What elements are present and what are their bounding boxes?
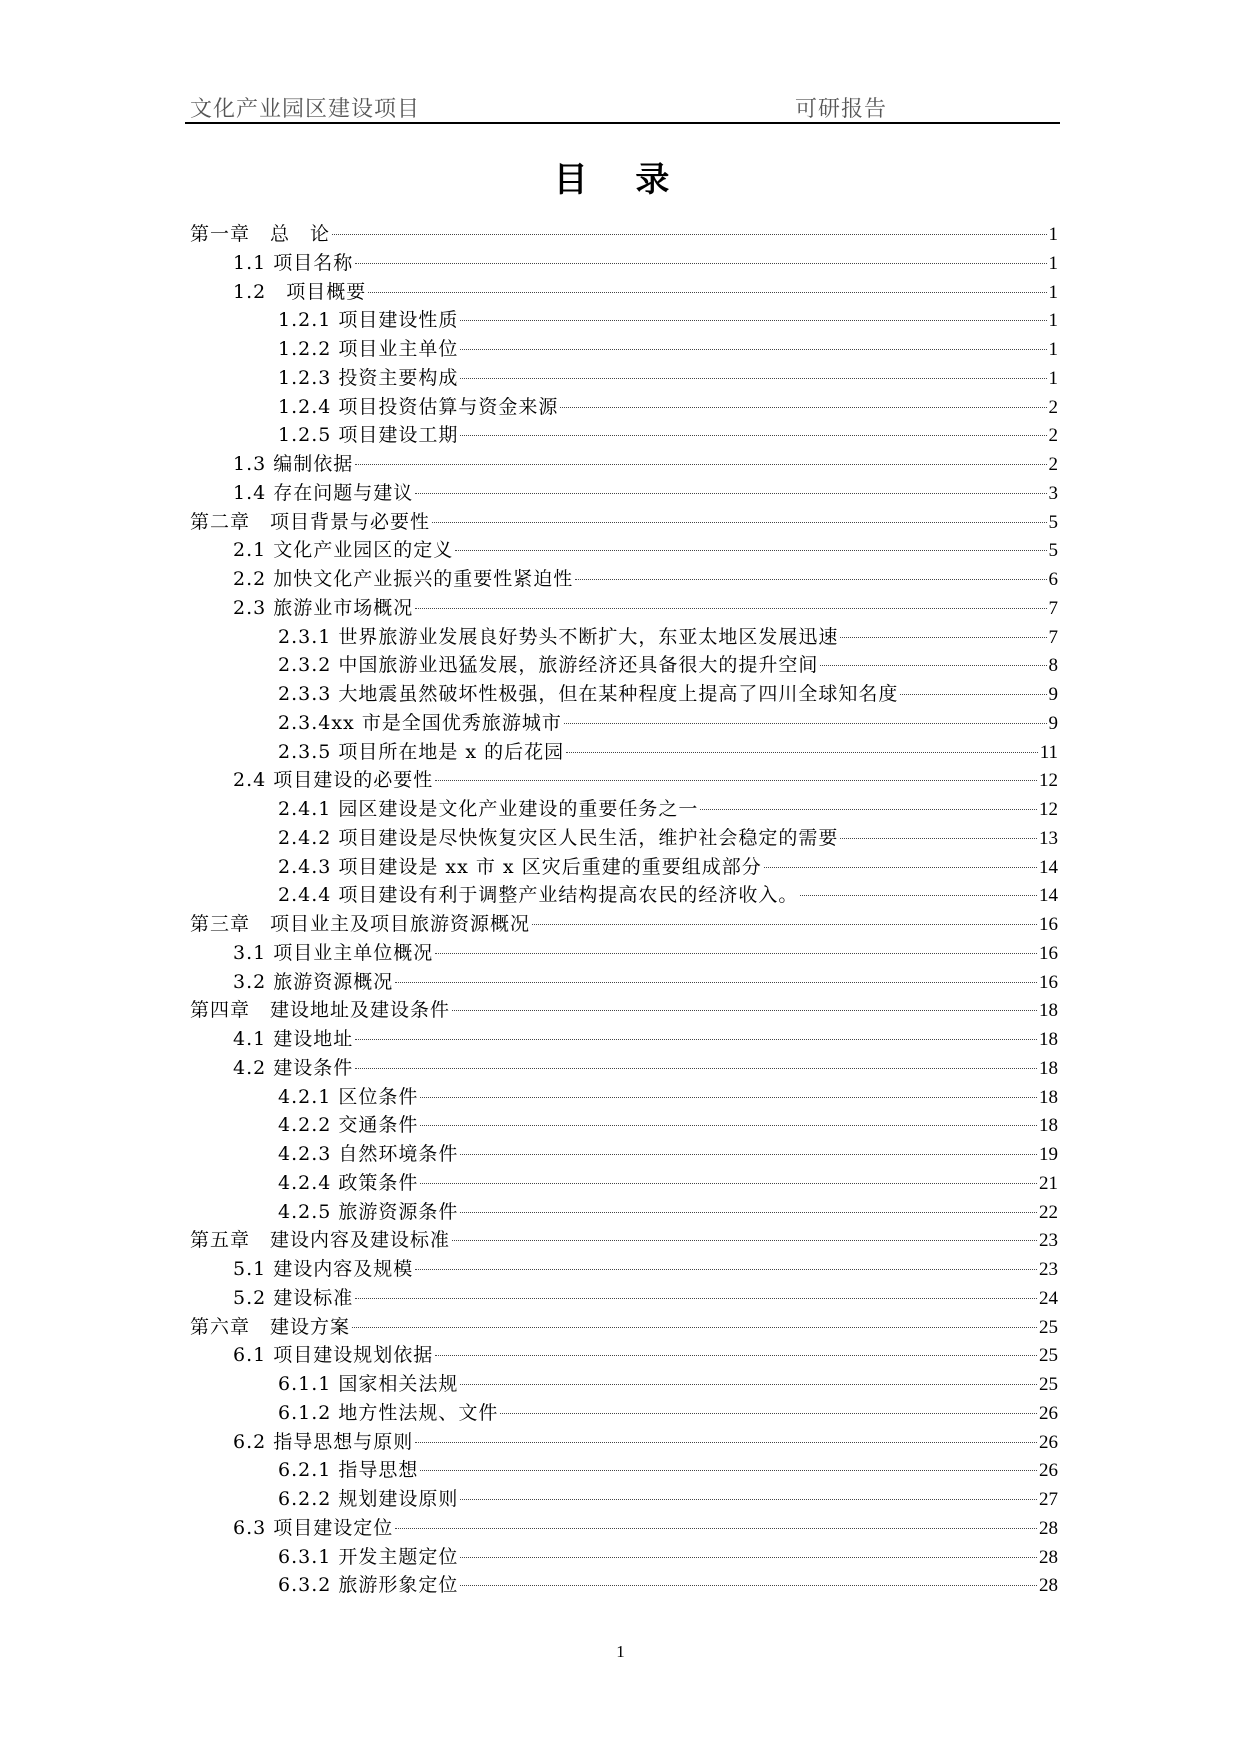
- toc-dot-leader: [435, 953, 1037, 954]
- toc-entry-page: 7: [1048, 626, 1058, 648]
- toc-entry-page: 11: [1039, 741, 1058, 763]
- toc-entry-page: 27: [1039, 1489, 1058, 1510]
- toc-entry-label: 第四章 建设地址及建设条件: [190, 999, 451, 1022]
- toc-dot-leader: [332, 234, 1046, 235]
- toc-dot-leader: [460, 1154, 1037, 1155]
- toc-entry-label: 4.2.1 区位条件: [278, 1085, 419, 1108]
- toc-entry-label: 2.4.1 园区建设是文化产业建设的重要任务之一: [278, 798, 699, 820]
- toc-subsection-entry[interactable]: [190, 709, 1058, 738]
- toc-entry-label: 第六章 建设方案: [190, 1315, 351, 1338]
- toc-dot-leader: [452, 1010, 1037, 1011]
- toc-section-entry[interactable]: [190, 766, 1058, 795]
- toc-entry-label: 4.2.4 政策条件: [278, 1171, 419, 1194]
- toc-dot-leader: [355, 1298, 1037, 1299]
- toc-entry-page: 5: [1048, 511, 1058, 533]
- toc-entry-page: 23: [1039, 1230, 1058, 1252]
- toc-entry-label: 6.1.1 国家相关法规: [278, 1373, 459, 1395]
- toc-dot-leader: [420, 1470, 1037, 1471]
- toc-entry-label: 1.2.4 项目投资估算与资金来源: [278, 395, 559, 418]
- header-document-title: 文化产业园区建设项目: [190, 97, 421, 122]
- toc-dot-leader: [435, 1355, 1037, 1356]
- toc-entry-page: 3: [1048, 482, 1058, 504]
- toc-dot-leader: [460, 1557, 1037, 1558]
- toc-section-entry[interactable]: [190, 249, 1058, 278]
- toc-entry-label: 6.2.1 指导思想: [278, 1459, 419, 1482]
- toc-dot-leader: [355, 464, 1046, 465]
- toc-dot-leader: [368, 292, 1046, 293]
- toc-entry-page: 28: [1039, 1575, 1058, 1597]
- toc-entry-page: 28: [1039, 1546, 1058, 1568]
- toc-entry-page: 1: [1048, 224, 1058, 245]
- toc-entry-page: 14: [1039, 856, 1058, 878]
- toc-chapter-entry[interactable]: [190, 996, 1058, 1025]
- toc-entry-page: 13: [1039, 827, 1058, 849]
- toc-subsection-entry[interactable]: [190, 1485, 1058, 1514]
- toc-entry-page: 2: [1048, 425, 1058, 447]
- toc-entry-page: 16: [1039, 971, 1058, 993]
- toc-dot-leader: [700, 809, 1037, 810]
- toc-entry-page: 22: [1039, 1201, 1058, 1223]
- toc-entry-page: 9: [1048, 712, 1058, 734]
- toc-entry-label: 1.2.1 项目建设性质: [278, 309, 459, 332]
- toc-subsection-entry[interactable]: [190, 1399, 1058, 1428]
- header-report-type: 可研报告: [795, 97, 888, 122]
- toc-entry-page: 25: [1039, 1374, 1058, 1395]
- toc-subsection-entry[interactable]: [190, 824, 1058, 853]
- toc-subsection-entry[interactable]: [190, 1111, 1058, 1140]
- page-header: [185, 92, 1060, 124]
- toc-section-entry[interactable]: [190, 565, 1058, 594]
- toc-entry-label: 2.4 项目建设的必要性: [233, 769, 434, 792]
- toc-entry-label: 4.2.3 自然环境条件: [278, 1143, 459, 1165]
- toc-entry-label: 6.3.2 旅游形象定位: [278, 1574, 459, 1597]
- toc-entry-page: 1: [1048, 367, 1058, 389]
- toc-entry-page: 1: [1048, 252, 1058, 274]
- toc-entry-label: 2.3.1 世界旅游业发展良好势头不断扩大，东亚太地区发展迅速: [278, 625, 839, 648]
- toc-entry-page: 18: [1039, 1029, 1058, 1050]
- toc-dot-leader: [420, 1097, 1037, 1098]
- toc-dot-leader: [460, 320, 1046, 321]
- toc-dot-leader: [460, 349, 1046, 350]
- toc-chapter-entry[interactable]: [190, 220, 1058, 249]
- toc-subsection-entry[interactable]: [190, 1198, 1058, 1227]
- toc-dot-leader: [415, 493, 1046, 494]
- toc-entry-label: 第三章 项目业主及项目旅游资源概况: [190, 913, 531, 935]
- toc-entry-label: 2.4.2 项目建设是尽快恢复灾区人民生活，维护社会稳定的需要: [278, 826, 839, 849]
- toc-entry-label: 第五章 建设内容及建设标准: [190, 1229, 451, 1252]
- toc-entry-label: 3.1 项目业主单位概况: [233, 941, 434, 964]
- toc-entry-page: 6: [1048, 569, 1058, 590]
- toc-entry-page: 26: [1039, 1431, 1058, 1453]
- toc-subsection-entry[interactable]: [190, 881, 1058, 910]
- toc-dot-leader: [415, 608, 1046, 609]
- toc-subsection-entry[interactable]: [190, 364, 1058, 393]
- toc-entry-label: 4.2 建设条件: [233, 1056, 354, 1079]
- toc-entry-page: 23: [1039, 1259, 1058, 1280]
- toc-dot-leader: [460, 1212, 1037, 1213]
- toc-entry-label: 1.1 项目名称: [233, 251, 354, 274]
- toc-dot-leader: [420, 1125, 1037, 1126]
- toc-entry-label: 6.2 指导思想与原则: [233, 1430, 414, 1453]
- toc-entry-label: 1.2.2 项目业主单位: [278, 338, 459, 360]
- toc-section-entry[interactable]: [190, 1025, 1058, 1054]
- toc-subsection-entry[interactable]: [190, 1370, 1058, 1399]
- toc-dot-leader: [460, 1585, 1037, 1586]
- toc-dot-leader: [560, 407, 1046, 408]
- toc-dot-leader: [435, 780, 1037, 781]
- toc-subsection-entry[interactable]: [190, 421, 1058, 450]
- toc-subsection-entry[interactable]: [190, 1140, 1058, 1169]
- toc-subsection-entry[interactable]: [190, 738, 1058, 767]
- toc-entry-page: 16: [1039, 942, 1058, 964]
- toc-entry-page: 18: [1039, 1115, 1058, 1137]
- toc-subsection-entry[interactable]: [190, 1083, 1058, 1112]
- page-number: 1: [616, 1642, 625, 1661]
- toc-section-entry[interactable]: [190, 479, 1058, 508]
- toc-subsection-entry[interactable]: [190, 1169, 1058, 1198]
- toc-entry-page: 1: [1048, 339, 1058, 360]
- toc-entry-label: 6.2.2 规划建设原则: [278, 1488, 459, 1510]
- toc-dot-leader: [564, 723, 1047, 724]
- toc-entry-page: 24: [1039, 1287, 1058, 1309]
- toc-entry-label: 4.2.5 旅游资源条件: [278, 1200, 459, 1223]
- toc-dot-leader: [432, 522, 1046, 523]
- toc-dot-leader: [500, 1413, 1037, 1414]
- toc-chapter-entry[interactable]: [190, 1313, 1058, 1342]
- toc-entry-page: 8: [1048, 655, 1058, 677]
- toc-dot-leader: [395, 982, 1037, 983]
- toc-entry-page: 18: [1039, 1057, 1058, 1079]
- toc-entry-label: 1.2.3 投资主要构成: [278, 366, 459, 389]
- toc-section-entry[interactable]: [190, 536, 1058, 565]
- toc-dot-leader: [355, 1068, 1037, 1069]
- toc-entry-page: 26: [1039, 1460, 1058, 1482]
- toc-entry-page: 19: [1039, 1144, 1058, 1165]
- toc-entry-label: 2.3.2 中国旅游业迅猛发展，旅游经济还具备很大的提升空间: [278, 654, 819, 677]
- toc-entry-page: 2: [1048, 454, 1058, 475]
- toc-dot-leader: [575, 579, 1046, 580]
- toc-entry-page: 5: [1048, 540, 1058, 562]
- toc-dot-leader: [840, 637, 1046, 638]
- toc-entry-page: 9: [1048, 684, 1058, 705]
- toc-entry-label: 2.3 旅游业市场概况: [233, 596, 414, 619]
- toc-entry-label: 1.3 编制依据: [233, 453, 354, 475]
- toc-section-entry[interactable]: [190, 1255, 1058, 1284]
- toc-subsection-entry[interactable]: [190, 393, 1058, 422]
- toc-chapter-entry[interactable]: [190, 910, 1058, 939]
- toc-entry-page: 26: [1039, 1402, 1058, 1424]
- toc-entry-page: 1: [1048, 281, 1058, 303]
- toc-entry-label: 5.2 建设标准: [233, 1286, 354, 1309]
- toc-entry-page: 16: [1039, 914, 1058, 935]
- toc-dot-leader: [840, 838, 1037, 839]
- toc-entry-page: 21: [1039, 1172, 1058, 1194]
- toc-dot-leader: [415, 1269, 1037, 1270]
- toc-subsection-entry[interactable]: [190, 335, 1058, 364]
- toc-subsection-entry[interactable]: [190, 623, 1058, 652]
- toc-entry-label: 4.2.2 交通条件: [278, 1114, 419, 1137]
- toc-section-entry[interactable]: [190, 594, 1058, 623]
- toc-dot-leader: [820, 665, 1046, 666]
- toc-dot-leader: [452, 1240, 1037, 1241]
- toc-entry-page: 12: [1039, 770, 1058, 792]
- toc-dot-leader: [532, 924, 1037, 925]
- toc-entry-page: 18: [1039, 1086, 1058, 1108]
- toc-entry-label: 3.2 旅游资源概况: [233, 970, 394, 993]
- toc-entry-label: 6.1 项目建设规划依据: [233, 1344, 434, 1367]
- toc-section-entry[interactable]: [190, 450, 1058, 479]
- toc-dot-leader: [800, 895, 1037, 896]
- toc-entry-label: 2.1 文化产业园区的定义: [233, 539, 454, 562]
- toc-chapter-entry[interactable]: [190, 1226, 1058, 1255]
- toc-entry-page: 14: [1039, 885, 1058, 907]
- toc-subsection-entry[interactable]: [190, 1456, 1058, 1485]
- toc-dot-leader: [900, 694, 1046, 695]
- toc-section-entry[interactable]: [190, 968, 1058, 997]
- toc-dot-leader: [395, 1528, 1037, 1529]
- toc-entry-label: 第一章 总 论: [190, 223, 331, 245]
- toc-dot-leader: [764, 867, 1037, 868]
- toc-entry-page: 7: [1048, 597, 1058, 619]
- toc-subsection-entry[interactable]: [190, 1543, 1058, 1572]
- toc-subsection-entry[interactable]: [190, 651, 1058, 680]
- toc-section-entry[interactable]: [190, 1428, 1058, 1457]
- toc-section-entry[interactable]: [190, 1341, 1058, 1370]
- toc-entry-label: 4.1 建设地址: [233, 1028, 354, 1050]
- toc-title: 目 录: [553, 160, 688, 200]
- toc-dot-leader: [460, 1384, 1037, 1385]
- toc-entry-label: 6.1.2 地方性法规、文件: [278, 1401, 499, 1424]
- toc-entry-label: 6.3 项目建设定位: [233, 1516, 394, 1539]
- toc-dot-leader: [420, 1183, 1037, 1184]
- toc-dot-leader: [455, 550, 1046, 551]
- toc-entry-page: 12: [1039, 799, 1058, 820]
- toc-entry-page: 1: [1048, 310, 1058, 332]
- toc-entry-label: 第二章 项目背景与必要性: [190, 510, 431, 533]
- toc-entry-label: 2.4.4 项目建设有利于调整产业结构提高农民的经济收入。: [278, 884, 799, 907]
- toc-section-entry[interactable]: [190, 1054, 1058, 1083]
- toc-subsection-entry[interactable]: [190, 853, 1058, 882]
- toc-entry-label: 1.4 存在问题与建议: [233, 481, 414, 504]
- toc-entry-page: 25: [1039, 1345, 1058, 1367]
- toc-entry-page: 2: [1048, 396, 1058, 418]
- toc-entry-label: 6.3.1 开发主题定位: [278, 1545, 459, 1568]
- toc-subsection-entry[interactable]: [190, 680, 1058, 709]
- toc-dot-leader: [460, 1499, 1037, 1500]
- toc-entry-page: 18: [1039, 1000, 1058, 1022]
- toc-dot-leader: [415, 1442, 1037, 1443]
- toc-dot-leader: [460, 378, 1046, 379]
- toc-section-entry[interactable]: [190, 1514, 1058, 1543]
- toc-entry-page: 28: [1039, 1517, 1058, 1539]
- toc-entry-label: 2.3.5 项目所在地是 x 的后花园: [278, 740, 565, 763]
- toc-entry-label: 2.4.3 项目建设是 xx 市 x 区灾后重建的重要组成部分: [278, 855, 762, 878]
- toc-subsection-entry[interactable]: [190, 306, 1058, 335]
- toc-entry-label: 5.1 建设内容及规模: [233, 1258, 414, 1280]
- toc-section-entry[interactable]: [190, 939, 1058, 968]
- toc-entry-label: 2.2 加快文化产业振兴的重要性紧迫性: [233, 568, 574, 590]
- toc-dot-leader: [352, 1327, 1037, 1328]
- toc-subsection-entry[interactable]: [190, 1571, 1058, 1600]
- toc-section-entry[interactable]: [190, 1284, 1058, 1313]
- toc-dot-leader: [355, 263, 1046, 264]
- toc-section-entry[interactable]: [190, 278, 1058, 307]
- toc-dot-leader: [355, 1039, 1037, 1040]
- toc-entry-label: 2.3.4xx 市是全国优秀旅游城市: [278, 711, 562, 734]
- toc-entry-label: 1.2.5 项目建设工期: [278, 424, 459, 447]
- toc-entry-label: 1.2 项目概要: [233, 280, 367, 303]
- toc-entry-label: 2.3.3 大地震虽然破坏性极强，但在某种程度上提高了四川全球知名度: [278, 683, 899, 705]
- toc-dot-leader: [460, 435, 1046, 436]
- toc-entry-page: 25: [1039, 1316, 1058, 1338]
- toc-dot-leader: [566, 752, 1038, 753]
- table-of-contents: [190, 220, 1058, 1600]
- toc-chapter-entry[interactable]: [190, 508, 1058, 537]
- toc-subsection-entry[interactable]: [190, 795, 1058, 824]
